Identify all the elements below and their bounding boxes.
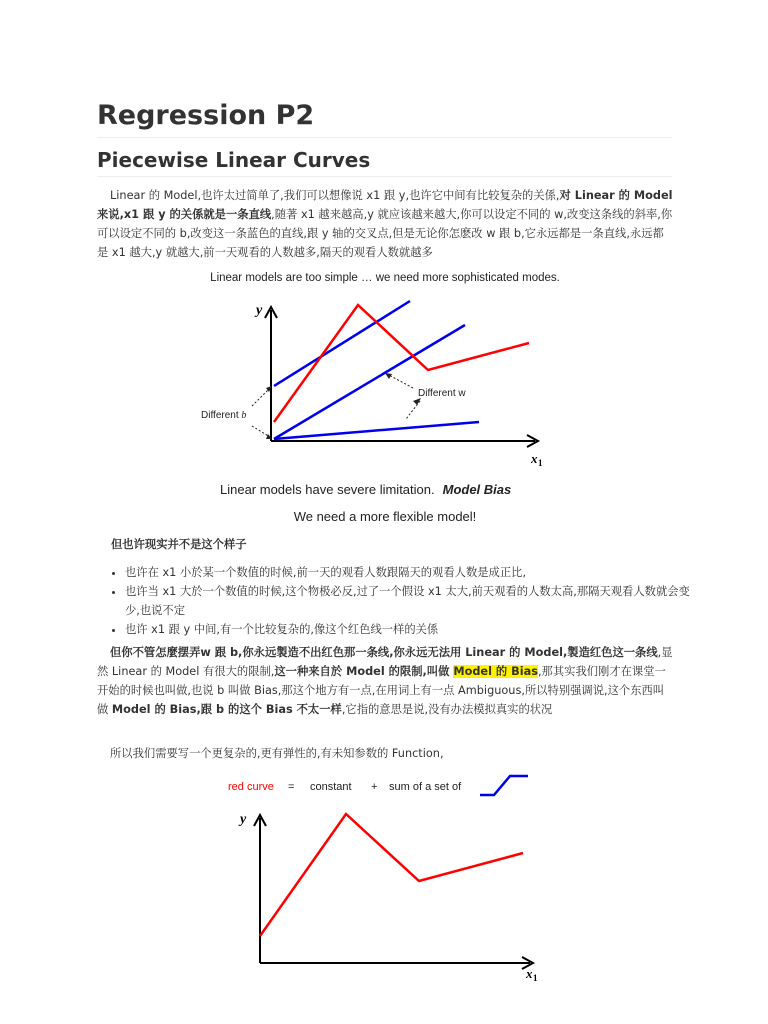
intro-paragraph — [97, 186, 675, 262]
complex-function-paragraph: 所以我们需要写一个更复杂的,更有弹性的,有未知参数的 Function, — [110, 747, 444, 760]
figure-red-curve-equation — [220, 770, 540, 985]
eq-sum: sum of a set of — [389, 781, 462, 793]
arrow-w-1 — [387, 374, 413, 388]
bias-text-3: ,它指的意思是说,没有办法模拟真实的状况 — [341, 703, 553, 716]
blue-line-shallow — [274, 422, 479, 439]
label-different-b: Different b — [201, 410, 247, 421]
bullet-list — [97, 563, 703, 639]
eq-red-curve: red curve — [228, 781, 274, 793]
arrow-b-2 — [252, 426, 270, 437]
list-item: • 也许 x1 跟 y 中间,有一个比较复杂的,像这个红色线一样的关係 — [125, 620, 703, 639]
model-bias-paragraph — [97, 643, 675, 719]
list-item: • 也许在 x1 小於某一个数值的时候,前一天的观看人数跟隔天的观看人数是成正比, — [125, 563, 703, 582]
figure2-x-label: x — [526, 966, 533, 981]
figure1-caption-top: Linear models are too simple … we need more sophisticated modes. — [210, 272, 560, 284]
subheading-reality: 但也许现实并不是这个样子 — [111, 538, 247, 551]
arrow-w-2 — [406, 401, 420, 419]
figure1-x-label: x — [531, 451, 538, 466]
list-item: • 也许当 x1 大於一个数值的时候,这个物极必反,过了一个假设 x1 太大,前天观看的人数太高,那隔天观看人数就会变少,也说不定 — [125, 582, 703, 620]
red-curve-2 — [260, 814, 523, 936]
figure1-y-label: y — [256, 303, 263, 318]
figure2-x-subscript: 1 — [533, 973, 538, 983]
hard-sigmoid-icon — [480, 776, 528, 795]
bias-text-2: ,那其实我们刚才在课堂一开始的时候也叫做,也说 b 叫做 Bias,那这个地方有一点,在用词上有一点 Ambiguous,所以特别强调说,这个东西叫做 — [97, 665, 666, 716]
figure1-x-subscript: 1 — [538, 458, 543, 468]
figure1-caption-limitation: Linear models have severe limitation. Model Bias — [220, 482, 512, 497]
figure2-y-label: y — [240, 812, 247, 827]
eq-constant: constant — [310, 781, 352, 793]
bias-bold-3: Model 的 Bias,跟 b 的这个 Bias 不太一样 — [111, 703, 342, 716]
intro-text-1: Linear 的 Model,也许太过简单了,我们可以想像说 x1 跟 y,也许它中间有比较复杂的关係, — [110, 189, 560, 202]
figure-linear-models — [190, 264, 580, 534]
figure1-caption-flexible: We need a more flexible model! — [293, 509, 477, 524]
section-title: Piecewise Linear Curves — [97, 148, 672, 177]
intro-text-2: ,随著 x1 越来越高,y 就应该越来越大,你可以设定不同的 w,改变这条线的斜率,你可以设定不同的 b,改变这一条蓝色的直线,跟 y 轴的交叉点,但是无论你怎麽改 w 跟 b,它永远都是一条直线,永远都是 x1 越大,y 就越大,前一天观看的人数越多,隔天的观看人数就越多 — [97, 208, 673, 259]
bias-text-1: ,显然 Linear 的 Model 有很大的限制, — [97, 646, 673, 678]
bias-bold-1: 但你不管怎麼摆弄w 跟 b,你永远製造不出红色那一条线,你永远无法用 Linear 的 Model,製造红色这一条线 — [110, 646, 658, 659]
eq-plus: + — [371, 781, 378, 793]
arrow-b-1 — [252, 388, 270, 406]
intro-bold-text: 对 Linear 的 Model 来说,x1 跟 y 的关係就是一条直线 — [97, 189, 673, 221]
page-title: Regression P2 — [97, 100, 672, 138]
bias-bold-2: 这一种来自於 Model 的限制,叫做 — [274, 665, 454, 678]
model-bias-highlight: Model 的 Bias — [453, 665, 538, 678]
eq-equals: = — [288, 781, 295, 793]
label-different-w: Different w — [418, 388, 466, 399]
blue-line-steep — [274, 301, 410, 386]
